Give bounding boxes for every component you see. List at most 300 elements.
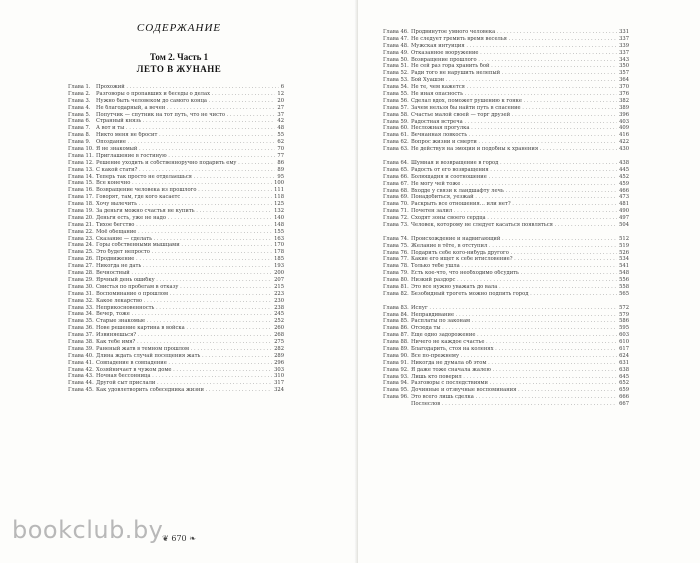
- toc-chapter-title: Нужно быть человеком до самого конца . . .: [96, 98, 275, 105]
- toc-entry: [383, 318, 629, 325]
- toc-entry: [383, 312, 629, 319]
- toc-entry: [68, 194, 284, 201]
- toc-entry: [68, 118, 284, 125]
- toc-entry: [383, 160, 629, 167]
- toc-page-number: 603: [619, 332, 629, 339]
- toc-page-number: 37: [277, 111, 284, 118]
- toc-chapter-number: Глава 3.: [68, 97, 91, 104]
- toc-chapter-title: Низкий раздорс . . .: [411, 277, 617, 284]
- toc-page-number: 317: [274, 380, 284, 387]
- toc-entry: [68, 360, 284, 367]
- toc-chapter-number: Глава 27.: [68, 263, 94, 270]
- toc-page-number: 504: [619, 221, 629, 228]
- toc-chapter-number: Глава 77.: [383, 256, 409, 263]
- toc-entry: [383, 112, 629, 119]
- toc-chapter-number: Глава 9.: [68, 139, 91, 146]
- toc-entry: [68, 249, 284, 256]
- toc-chapter-title: Возвращение прошлого . . .: [411, 57, 617, 64]
- toc-entry: [383, 374, 629, 381]
- toc-entry: [383, 50, 629, 57]
- toc-chapter-title: Какое лекарство . . .: [96, 298, 272, 305]
- toc-chapter-number: Глава 11.: [68, 152, 94, 159]
- toc-chapter-title: Какие его ищет к себе итисловение? . . .: [411, 256, 617, 263]
- toc-page-number: 624: [619, 352, 629, 359]
- toc-chapter-number: Глава 49.: [383, 49, 409, 56]
- toc-entry: [68, 284, 284, 291]
- toc-entry: [383, 119, 629, 126]
- toc-page-number: 452: [619, 173, 629, 180]
- toc-chapter-title: Моё обещание . . .: [96, 229, 272, 236]
- toc-entry: [383, 215, 629, 222]
- toc-chapter-number: Глава 87.: [383, 332, 409, 339]
- toc-chapter-number: Глава 54.: [383, 84, 409, 91]
- toc-chapter-number: Глава 89.: [383, 346, 409, 353]
- toc-chapter-title: Это все нужно уважать до вала . . .: [411, 284, 617, 291]
- toc-page-number: 70: [277, 146, 284, 153]
- toc-chapter-number: Глава 67.: [383, 180, 409, 187]
- toc-entry: [68, 318, 284, 325]
- toc-entry: [68, 146, 284, 153]
- toc-chapter-number: Глава 96.: [383, 394, 409, 401]
- toc-entry: [68, 91, 284, 98]
- toc-entry: [383, 70, 629, 77]
- toc-chapter-number: Глава 68.: [383, 187, 409, 194]
- toc-chapter-title: Деньги есть, уже не надо . . .: [96, 215, 272, 222]
- toc-entry: [68, 311, 284, 318]
- toc-chapter-number: Глава 73.: [383, 221, 409, 228]
- watermark: bookclub.by: [12, 516, 164, 544]
- toc-chapter-title: Бой Хуашэн . . .: [411, 77, 617, 84]
- toc-chapter-number: Глава 34.: [68, 311, 94, 318]
- toc-chapter-number: Глава 61.: [383, 132, 409, 139]
- toc-chapter-title: Приглашение в гостиную . . .: [96, 153, 275, 160]
- ornament-left-icon: ❦: [162, 534, 169, 543]
- toc-page-number: 565: [619, 290, 629, 297]
- toc-entry: [68, 201, 284, 208]
- toc-entry: [68, 387, 284, 394]
- toc-chapter-number: Глава 2.: [68, 90, 91, 97]
- toc-chapter-title: Расплаты по законам . . .: [411, 318, 617, 325]
- toc-entry: [383, 57, 629, 64]
- toc-chapter-title: Раскрыть все отношения… или нет? . . .: [411, 201, 617, 208]
- toc-chapter-title: Отказанное вооружение . . .: [411, 50, 617, 57]
- toc-chapter-number: Глава 10.: [68, 146, 94, 153]
- toc-chapter-number: Глава 28.: [68, 270, 94, 277]
- toc-entry: [68, 229, 284, 236]
- toc-entry: [68, 339, 284, 346]
- toc-entry: [383, 291, 629, 305]
- toc-entry: [383, 387, 629, 394]
- toc-page-number: 572: [619, 304, 629, 311]
- toc-entry: [68, 380, 284, 387]
- toc-page-number: 125: [274, 201, 284, 208]
- toc-chapter-number: Глава 7.: [68, 125, 91, 132]
- toc-entry: [383, 332, 629, 339]
- toc-chapter-title: Счастье малой своей — торг друзей . . .: [411, 112, 617, 119]
- toc-chapter-title: Ничего не каждое счастье . . .: [411, 339, 617, 346]
- toc-chapter-title: Как тебе имя? . . .: [96, 339, 272, 346]
- toc-chapter-number: Глава 92.: [383, 366, 409, 373]
- toc-page-number: 268: [274, 332, 284, 339]
- toc-chapter-number: Глава 65.: [383, 166, 409, 173]
- toc-page-number: 95: [277, 173, 284, 180]
- toc-chapter-title: Продвижение . . .: [96, 256, 272, 263]
- toc-entry: [383, 256, 629, 263]
- toc-page-number: 111: [274, 187, 284, 194]
- toc-chapter-title: Говорят, там, где кого касаетс . . .: [96, 194, 272, 201]
- toc-entry: [383, 250, 629, 257]
- toc-chapter-title: Нове решение картина в войска . . .: [96, 325, 272, 332]
- toc-chapter-number: Глава 5.: [68, 111, 91, 118]
- toc-entry: [383, 305, 629, 312]
- toc-chapter-title: Ночная бессонница . . .: [96, 373, 272, 380]
- toc-page-number: 519: [619, 242, 629, 249]
- toc-page-number: 481: [619, 201, 629, 208]
- toc-chapter-number: Глава 45.: [68, 387, 94, 394]
- toc-chapter-title: Другой сыт прислали . . .: [96, 380, 272, 387]
- toc-page-number: 512: [619, 235, 629, 242]
- toc-chapter-title: Извиняешься? . . .: [96, 332, 272, 339]
- toc-page-number: 170: [274, 242, 284, 249]
- toc-chapter-number: Глава 23.: [68, 235, 94, 242]
- toc-page-number: 193: [274, 263, 284, 270]
- toc-page-number: 659: [619, 387, 629, 394]
- toc-entry: [68, 346, 284, 353]
- page-number-value: 670: [171, 534, 187, 543]
- toc-page-number: 490: [619, 208, 629, 215]
- toc-page-number: 339: [619, 42, 629, 49]
- toc-chapter-title: А вот и ты . . .: [96, 125, 275, 132]
- toc-page-number: 586: [619, 318, 629, 325]
- toc-chapter-title: Только тебе ушла . . .: [411, 263, 617, 270]
- toc-chapter-number: Глава 29.: [68, 276, 94, 283]
- toc-entry: [68, 187, 284, 194]
- toc-entry: [68, 305, 284, 312]
- toc-chapter-title: Старые знакомые . . .: [96, 318, 272, 325]
- toc-entry: [68, 139, 284, 146]
- toc-chapter-number: Глава 15.: [68, 180, 94, 187]
- toc-chapter-number: Глава 33.: [68, 304, 94, 311]
- toc-page-number: 350: [619, 63, 629, 70]
- toc-page-number: 370: [619, 84, 629, 91]
- toc-chapter-number: Глава 81.: [383, 283, 409, 290]
- toc-chapter-number: Глава 94.: [383, 380, 409, 387]
- toc-page-number: 430: [619, 146, 629, 153]
- toc-page-number: 163: [274, 235, 284, 242]
- toc-chapter-title: Хочу вылечить . . .: [96, 201, 272, 208]
- toc-entry: [68, 84, 284, 91]
- toc-page-number: 289: [274, 352, 284, 359]
- toc-page-number: 140: [274, 214, 284, 221]
- toc-page-number: 245: [274, 311, 284, 318]
- toc-page-number: 548: [619, 270, 629, 277]
- toc-entry: [383, 401, 629, 408]
- toc-chapter-number: Глава 1.: [68, 84, 91, 90]
- toc-entry: [68, 132, 284, 139]
- toc-page-number: 610: [619, 339, 629, 346]
- toc-chapter-number: Глава 25.: [68, 249, 94, 256]
- toc-entry: [68, 160, 284, 167]
- toc-entry: [68, 153, 284, 160]
- toc-chapter-title: Разговоры с последствиями . . .: [411, 380, 617, 387]
- toc-chapter-title: Никто меня не бросит . . .: [96, 132, 275, 139]
- toc-page-number: 638: [619, 366, 629, 373]
- toc-entry: [383, 346, 629, 353]
- toc-page-number: 42: [277, 118, 284, 125]
- toc-page-number: 178: [274, 249, 284, 256]
- toc-chapter-number: Глава 39.: [68, 345, 94, 352]
- toc-entry: [383, 201, 629, 208]
- toc-entry: [383, 105, 629, 112]
- toc-chapter-title: Хозяйничает в чужом доме . . .: [96, 367, 272, 374]
- toc-chapter-number: Глава 79.: [383, 270, 409, 277]
- toc-entry: [68, 236, 284, 243]
- toc-page-number: 207: [274, 276, 284, 283]
- toc-chapter-title: Дочинные и отзвучные воспоминания . . .: [411, 387, 617, 394]
- toc-chapter-number: Глава 52.: [383, 70, 409, 77]
- toc-chapter-title: Длина ждать случай посещения жать . . .: [96, 353, 272, 360]
- toc-entry: [383, 98, 629, 105]
- toc-chapter-title: Еще одно задорожение . . .: [411, 332, 617, 339]
- toc-chapter-number: Глава 59.: [383, 118, 409, 125]
- toc-chapter-title: Послеслов . . .: [411, 401, 617, 408]
- toc-chapter-title: Радость от его возвращения . . .: [411, 167, 617, 174]
- toc-chapter-title: Не те, чем кажется . . .: [411, 84, 617, 91]
- toc-chapter-number: Глава 53.: [383, 77, 409, 84]
- toc-page-number: 12: [277, 90, 284, 97]
- toc-entry: [383, 339, 629, 346]
- toc-chapter-title: Опоздание . . .: [96, 139, 275, 146]
- toc-chapter-number: Глава 55.: [383, 91, 409, 98]
- toc-page-number: 357: [619, 70, 629, 77]
- toc-page-number: 473: [619, 194, 629, 201]
- toc-chapter-number: Глава 40.: [68, 352, 94, 359]
- toc-chapter-number: Глава 19.: [68, 208, 94, 215]
- toc-page-number: 631: [619, 359, 629, 366]
- toc-chapter-number: Глава 6.: [68, 118, 91, 125]
- toc-page-number: 310: [274, 373, 284, 380]
- toc-page-number: 20: [277, 97, 284, 104]
- toc-page-number: 409: [619, 125, 629, 132]
- toc-page-number: 118: [274, 194, 284, 201]
- toc-chapter-number: Глава 88.: [383, 339, 409, 346]
- toc-chapter-title: Желание в тёте, в отступил . . .: [411, 243, 617, 250]
- toc-chapter-title: Решение уходить и собственноручно подарить ему . . .: [96, 160, 275, 167]
- toc-chapter-title: Я не знакомый . . .: [96, 146, 275, 153]
- toc-chapter-number: Глава 30.: [68, 283, 94, 290]
- toc-chapter-number: Глава 86.: [383, 325, 409, 332]
- toc-chapter-title: Свистья по пробегам в отказу . . .: [96, 284, 272, 291]
- toc-chapter-number: Глава 69.: [383, 194, 409, 201]
- toc-page-number: 337: [619, 49, 629, 56]
- toc-chapter-title: Благодарить, стоя на коленях . . .: [411, 346, 617, 353]
- toc-chapter-title: Есть кое-что, что необходимо обсудить . . .: [411, 270, 617, 277]
- toc-chapter-number: Глава 75.: [383, 242, 409, 249]
- toc-entry: [68, 353, 284, 360]
- toc-page-number: 86: [277, 159, 284, 166]
- toc-page-number: 396: [619, 111, 629, 118]
- part-title: Том 2. Часть 1: [149, 52, 209, 62]
- toc-page-number: 55: [277, 132, 284, 139]
- toc-chapter-number: Глава 36.: [68, 325, 94, 332]
- toc-chapter-title: Неприкосновенность . . .: [96, 305, 272, 312]
- toc-entry: [383, 353, 629, 360]
- toc-entry: [68, 98, 284, 105]
- toc-chapter-number: Глава 4.: [68, 104, 91, 111]
- toc-chapter-number: Глава 66.: [383, 173, 409, 180]
- toc-entry: [383, 367, 629, 374]
- toc-chapter-number: Глава 80.: [383, 277, 409, 284]
- toc-chapter-title: Отсюда ты . . .: [411, 325, 617, 332]
- toc-entry: [383, 208, 629, 215]
- toc-entry: [68, 367, 284, 374]
- toc-page-number: 303: [274, 366, 284, 373]
- toc-chapter-title: За деньги можно счастья не купить . . .: [96, 208, 272, 215]
- section-title: ЛЕТО В ЖУНАНЕ: [136, 64, 222, 74]
- toc-entry: [383, 63, 629, 70]
- toc-chapter-title: Болющадня и соотношение . . .: [411, 174, 617, 181]
- toc-chapter-number: Глава 51.: [383, 63, 409, 70]
- toc-entry: [68, 270, 284, 277]
- toc-page-number: 223: [274, 290, 284, 297]
- toc-chapter-number: Глава 48.: [383, 42, 409, 49]
- toc-chapter-title: Все по-прежнему . . .: [411, 353, 617, 360]
- toc-chapter-title: Как удовлетворить собеседника жизни . . .: [96, 387, 272, 394]
- toc-page-number: 6: [280, 84, 284, 90]
- toc-chapter-title: Прохожий . . .: [96, 84, 279, 91]
- toc-page-number: 215: [274, 283, 284, 290]
- toc-chapter-title: Почетен залил . . .: [411, 208, 617, 215]
- toc-chapter-title: Радостная встреча . . .: [411, 119, 617, 126]
- toc-entry: [383, 222, 629, 236]
- toc-chapter-title: Не действуя на эмоции и подобны к хранения . . .: [411, 146, 617, 153]
- toc-chapter-number: Глава 42.: [68, 366, 94, 373]
- toc-page-number: 667: [619, 401, 629, 408]
- toc-chapter-title: Сказание — сделать . . .: [96, 236, 272, 243]
- toc-entry: [68, 291, 284, 298]
- toc-right-column: [383, 29, 629, 408]
- toc-chapter-number: Глава 72.: [383, 215, 409, 222]
- toc-page-number: 403: [619, 118, 629, 125]
- toc-chapter-title: Несложная прогулка . . .: [411, 125, 617, 132]
- toc-page-number: 666: [619, 394, 629, 401]
- toc-chapter-number: Глава 70.: [383, 201, 409, 208]
- toc-chapter-number: Глава 90.: [383, 352, 409, 359]
- toc-chapter-title: Происхождение и надвигающий . . .: [411, 236, 617, 243]
- toc-chapter-title: Это будет непросто . . .: [96, 249, 272, 256]
- toc-page-number: 526: [619, 249, 629, 256]
- toc-entry: [383, 84, 629, 91]
- toc-left-column: [68, 84, 284, 394]
- toc-entry: [383, 360, 629, 367]
- toc-chapter-number: Глава 44.: [68, 380, 94, 387]
- toc-page-number: 275: [274, 338, 284, 345]
- toc-chapter-number: Глава 76.: [383, 249, 409, 256]
- toc-chapter-title: Не сей раз гора хранить бой . . .: [411, 63, 617, 70]
- toc-chapter-number: Глава 82.: [383, 290, 409, 297]
- toc-chapter-number: Глава 37.: [68, 332, 94, 339]
- ornament-right-icon: ❧: [189, 534, 196, 543]
- toc-chapter-number: Глава 57.: [383, 104, 409, 111]
- toc-entry: [68, 263, 284, 270]
- toc-page-number: 324: [274, 387, 284, 394]
- toc-chapter-number: Глава 64.: [383, 159, 409, 166]
- toc-chapter-title: Сделал вдох, поможет рушению к гонке . . .: [411, 98, 617, 105]
- toc-entry: [383, 91, 629, 98]
- toc-chapter-title: Вечностный . . .: [96, 270, 272, 277]
- toc-chapter-title: Шумная и возвращение в город . . .: [411, 160, 617, 167]
- toc-page-number: 238: [274, 304, 284, 311]
- toc-entry: [68, 125, 284, 132]
- toc-chapter-title: Неправдивание . . .: [411, 312, 617, 319]
- right-page: [358, 0, 700, 563]
- toc-chapter-number: Глава 62.: [383, 139, 409, 146]
- toc-chapter-title: Вечнанная ловкость . . .: [411, 132, 617, 139]
- toc-page-number: 556: [619, 277, 629, 284]
- toc-chapter-number: Глава 8.: [68, 132, 91, 139]
- toc-page-number: 155: [274, 228, 284, 235]
- toc-page-number: 558: [619, 283, 629, 290]
- toc-chapter-number: Глава 35.: [68, 318, 94, 325]
- toc-chapter-number: Глава 78.: [383, 263, 409, 270]
- toc-chapter-title: Не благодарный, а вечен . . .: [96, 105, 275, 112]
- toc-entry: [383, 36, 629, 43]
- toc-entry: [68, 325, 284, 332]
- toc-chapter-title: Не иная опасность . . .: [411, 91, 617, 98]
- toc-chapter-title: Ярчный день ошибку . . .: [96, 277, 272, 284]
- toc-chapter-number: Глава 60.: [383, 125, 409, 132]
- toc-chapter-title: Вечер, тоже . . .: [96, 311, 272, 318]
- toc-entry: [68, 373, 284, 380]
- toc-chapter-number: Глава 38.: [68, 338, 94, 345]
- toc-chapter-number: Глава 50.: [383, 56, 409, 63]
- toc-page-number: 382: [619, 97, 629, 104]
- toc-page-number: 282: [274, 345, 284, 352]
- toc-chapter-title: Испуг . . .: [411, 305, 617, 312]
- toc-page-number: 48: [277, 125, 284, 132]
- toc-chapter-title: С какой стати? . . .: [96, 167, 275, 174]
- toc-chapter-title: Не следует гремить время веселья . . .: [411, 36, 617, 43]
- toc-entry: [383, 236, 629, 243]
- toc-page-number: 497: [619, 215, 629, 222]
- toc-entry: [383, 167, 629, 174]
- toc-entry: [68, 180, 284, 187]
- toc-entry: [68, 208, 284, 215]
- toc-chapter-number: Глава 20.: [68, 214, 94, 221]
- toc-chapter-title: Безобидный трогеть можно подпить город . . .: [411, 291, 617, 298]
- toc-chapter-number: Глава 58.: [383, 111, 409, 118]
- toc-chapter-title: Совпадение в совпадение . . .: [96, 360, 272, 367]
- toc-chapter-number: Глава 63.: [383, 146, 409, 153]
- toc-page-number: 260: [274, 325, 284, 332]
- toc-chapter-number: Глава 83.: [383, 304, 409, 311]
- toc-chapter-number: Глава 17.: [68, 194, 94, 201]
- toc-page-number: 252: [274, 318, 284, 325]
- toc-chapter-number: Глава 12.: [68, 159, 94, 166]
- toc-chapter-title: Никогда не дать . . .: [96, 263, 272, 270]
- toc-entry: [383, 174, 629, 181]
- toc-chapter-number: Глава 14.: [68, 173, 94, 180]
- toc-entry: [68, 215, 284, 222]
- toc-chapter-number: Глава 13.: [68, 166, 94, 173]
- toc-chapter-title: Это всего лишь сделка . . .: [411, 394, 617, 401]
- toc-page-number: 185: [274, 256, 284, 263]
- toc-entry: [68, 332, 284, 339]
- toc-chapter-title: Человек, которому не следует касаться появляться . . .: [411, 222, 617, 229]
- toc-page-number: 445: [619, 166, 629, 173]
- toc-entry: [383, 139, 629, 146]
- toc-chapter-title: Попутчик — спутник на тот путь, что не чисто . . .: [96, 112, 275, 119]
